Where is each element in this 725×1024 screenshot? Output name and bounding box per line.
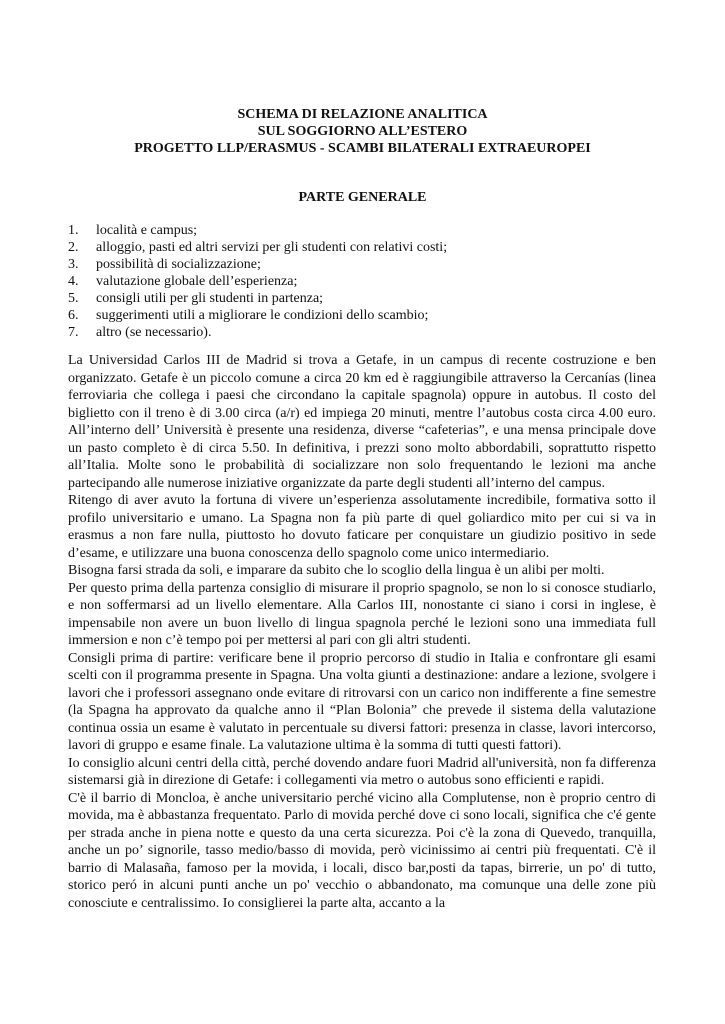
document-title: SCHEMA DI RELAZIONE ANALITICA bbox=[237, 107, 488, 122]
report-body bbox=[68, 352, 656, 912]
paragraph-barrios: C'è il barrio di Moncloa, è anche universitario perché vicino alla Complutense, non è proprio centro di movida, ma è abbastanza frequentato. Parlo di movida perché dove ci sono locali, significa che c'é gente per strada anche in piena notte e questo da una certa sicurezza. Poi c'è la zona di Quevedo, tranquilla, anche un po’ signorile, tasso medio/basso di movida, però vicinissimo ai centri più frequentati. C'è il barrio di Malasaña, famoso per la movida, i locali, disco bar,posti da tapas, birrerie, un po' di tutto, storico peró in alcuni punti anche un po' vecchio o abbandonato, ma comunque una delle zone più conosciute e centralissimo. Io consiglierei la parte alta, accanto a la bbox=[68, 790, 656, 911]
list-item bbox=[68, 307, 428, 324]
document-subtitle: SUL SOGGIORNO ALL’ESTERO bbox=[257, 124, 468, 139]
list-item bbox=[68, 290, 323, 307]
paragraph-location: La Universidad Carlos III de Madrid si trova a Getafe, in un campus di recente costruzione e ben organizzato. Getafe è un piccolo comune a circa 20 km ed è raggiungibile attraverso la Cercanías (linea ferroviaria che collega i paesi che circondano la capitale spagnola) oppure in autobus. Il costo del biglietto con il treno è di 3.00 circa (a/r) ed impiega 20 minuti, mentre l’autobus costa circa 4.00 euro. All’interno dell’ Università è presente una residenza, diverse “cafeterias”, e una mensa principale dove un pasto completo è di circa 5.50. In definitiva, i prezzi sono molto abbordabili, soprattutto rispetto all’Italia. Molte sono le probabilità di socializzare non solo frequentando le lezioni ma anche partecipando alle numerose iniziative organizzate da parte degli studenti all’interno del campus. bbox=[68, 353, 656, 491]
list-number: 5. bbox=[68, 291, 79, 306]
paragraph-preparation: Per questo prima della partenza consiglio di misurare il proprio spagnolo, se non lo si conosce studiarlo, e non soffermarsi ad un livello elementare. Alla Carlos III, nonostante ci siano i corsi in inglese, è impensabile non avere un buon livello di lingua spagnola perché le lezioni sono una immediata full immersion e non c’è tempo poi per mettersi al pari con gli altri studenti. bbox=[68, 580, 656, 648]
list-text: alloggio, pasti ed altri servizi per gli studenti con relativi costi; bbox=[96, 240, 448, 255]
list-text: valutazione globale dell’esperienza; bbox=[96, 274, 298, 289]
list-number: 4. bbox=[68, 274, 79, 289]
list-number: 6. bbox=[68, 308, 79, 323]
paragraph-language: Bisogna farsi strada da soli, e imparare da subito che lo scoglio della lingua è un alibi per molti. bbox=[68, 563, 605, 578]
list-text: consigli utili per gli studenti in partenza; bbox=[96, 291, 324, 306]
list-number: 1. bbox=[68, 223, 79, 238]
list-number: 7. bbox=[68, 325, 79, 340]
list-text: località e campus; bbox=[96, 223, 198, 238]
list-text: possibilità di socializzazione; bbox=[96, 257, 261, 272]
list-text: altro (se necessario). bbox=[96, 325, 212, 340]
list-item bbox=[68, 324, 211, 341]
list-text: suggerimenti utili a migliorare le condizioni dello scambio; bbox=[96, 308, 429, 323]
list-item bbox=[68, 239, 447, 256]
paragraph-advice: Consigli prima di partire: verificare bene il proprio percorso di studio in Italia e confrontare gli esami scelti con il programma presente in Spagna. Una volta giunti a destinazione: andare a lezione, svolgere i lavori che i professori assegnano onde evitare di ritrovarsi con un carico non indifferente a fine semestre (la Spagna ha approvato da qualche anno il “Plan Bolonia” che prevede il sistema della valutazione continua ossia un esame è valutato in percentuale su diversi fattori: presenza in classe, lavori intercorso, lavori di gruppo e esame finale. La valutazione ultima è la somma di tutti questi fattori). bbox=[68, 650, 656, 753]
project-title: PROGETTO LLP/ERASMUS - SCAMBI BILATERALI EXTRAEUROPEI bbox=[134, 141, 591, 156]
paragraph-experience: Ritengo di aver avuto la fortuna di vivere un’esperienza assolutamente incredibile, formativa sotto il profilo universitario e umano. La Spagna non fa più parte di quel goliardico mito per cui si va in erasmus a non fare nulla, piuttosto ho dovuto faticare per conquistare un giudizio positivo in sede d’esame, e utilizzare una buona conoscenza dello spagnolo come unico intermediario. bbox=[68, 493, 656, 561]
section-title: PARTE GENERALE bbox=[298, 190, 427, 205]
list-item bbox=[68, 222, 197, 239]
list-item bbox=[68, 273, 297, 290]
paragraph-neighbourhoods: Io consiglio alcuni centri della città, perché dovendo andare fuori Madrid all'università, non fa differenza sistemarsi già in direzione di Getafe: i collegamenti via metro o autobus sono efficienti e rapidi. bbox=[68, 755, 656, 788]
list-item bbox=[68, 256, 261, 273]
list-number: 2. bbox=[68, 240, 79, 255]
list-number: 3. bbox=[68, 257, 79, 272]
